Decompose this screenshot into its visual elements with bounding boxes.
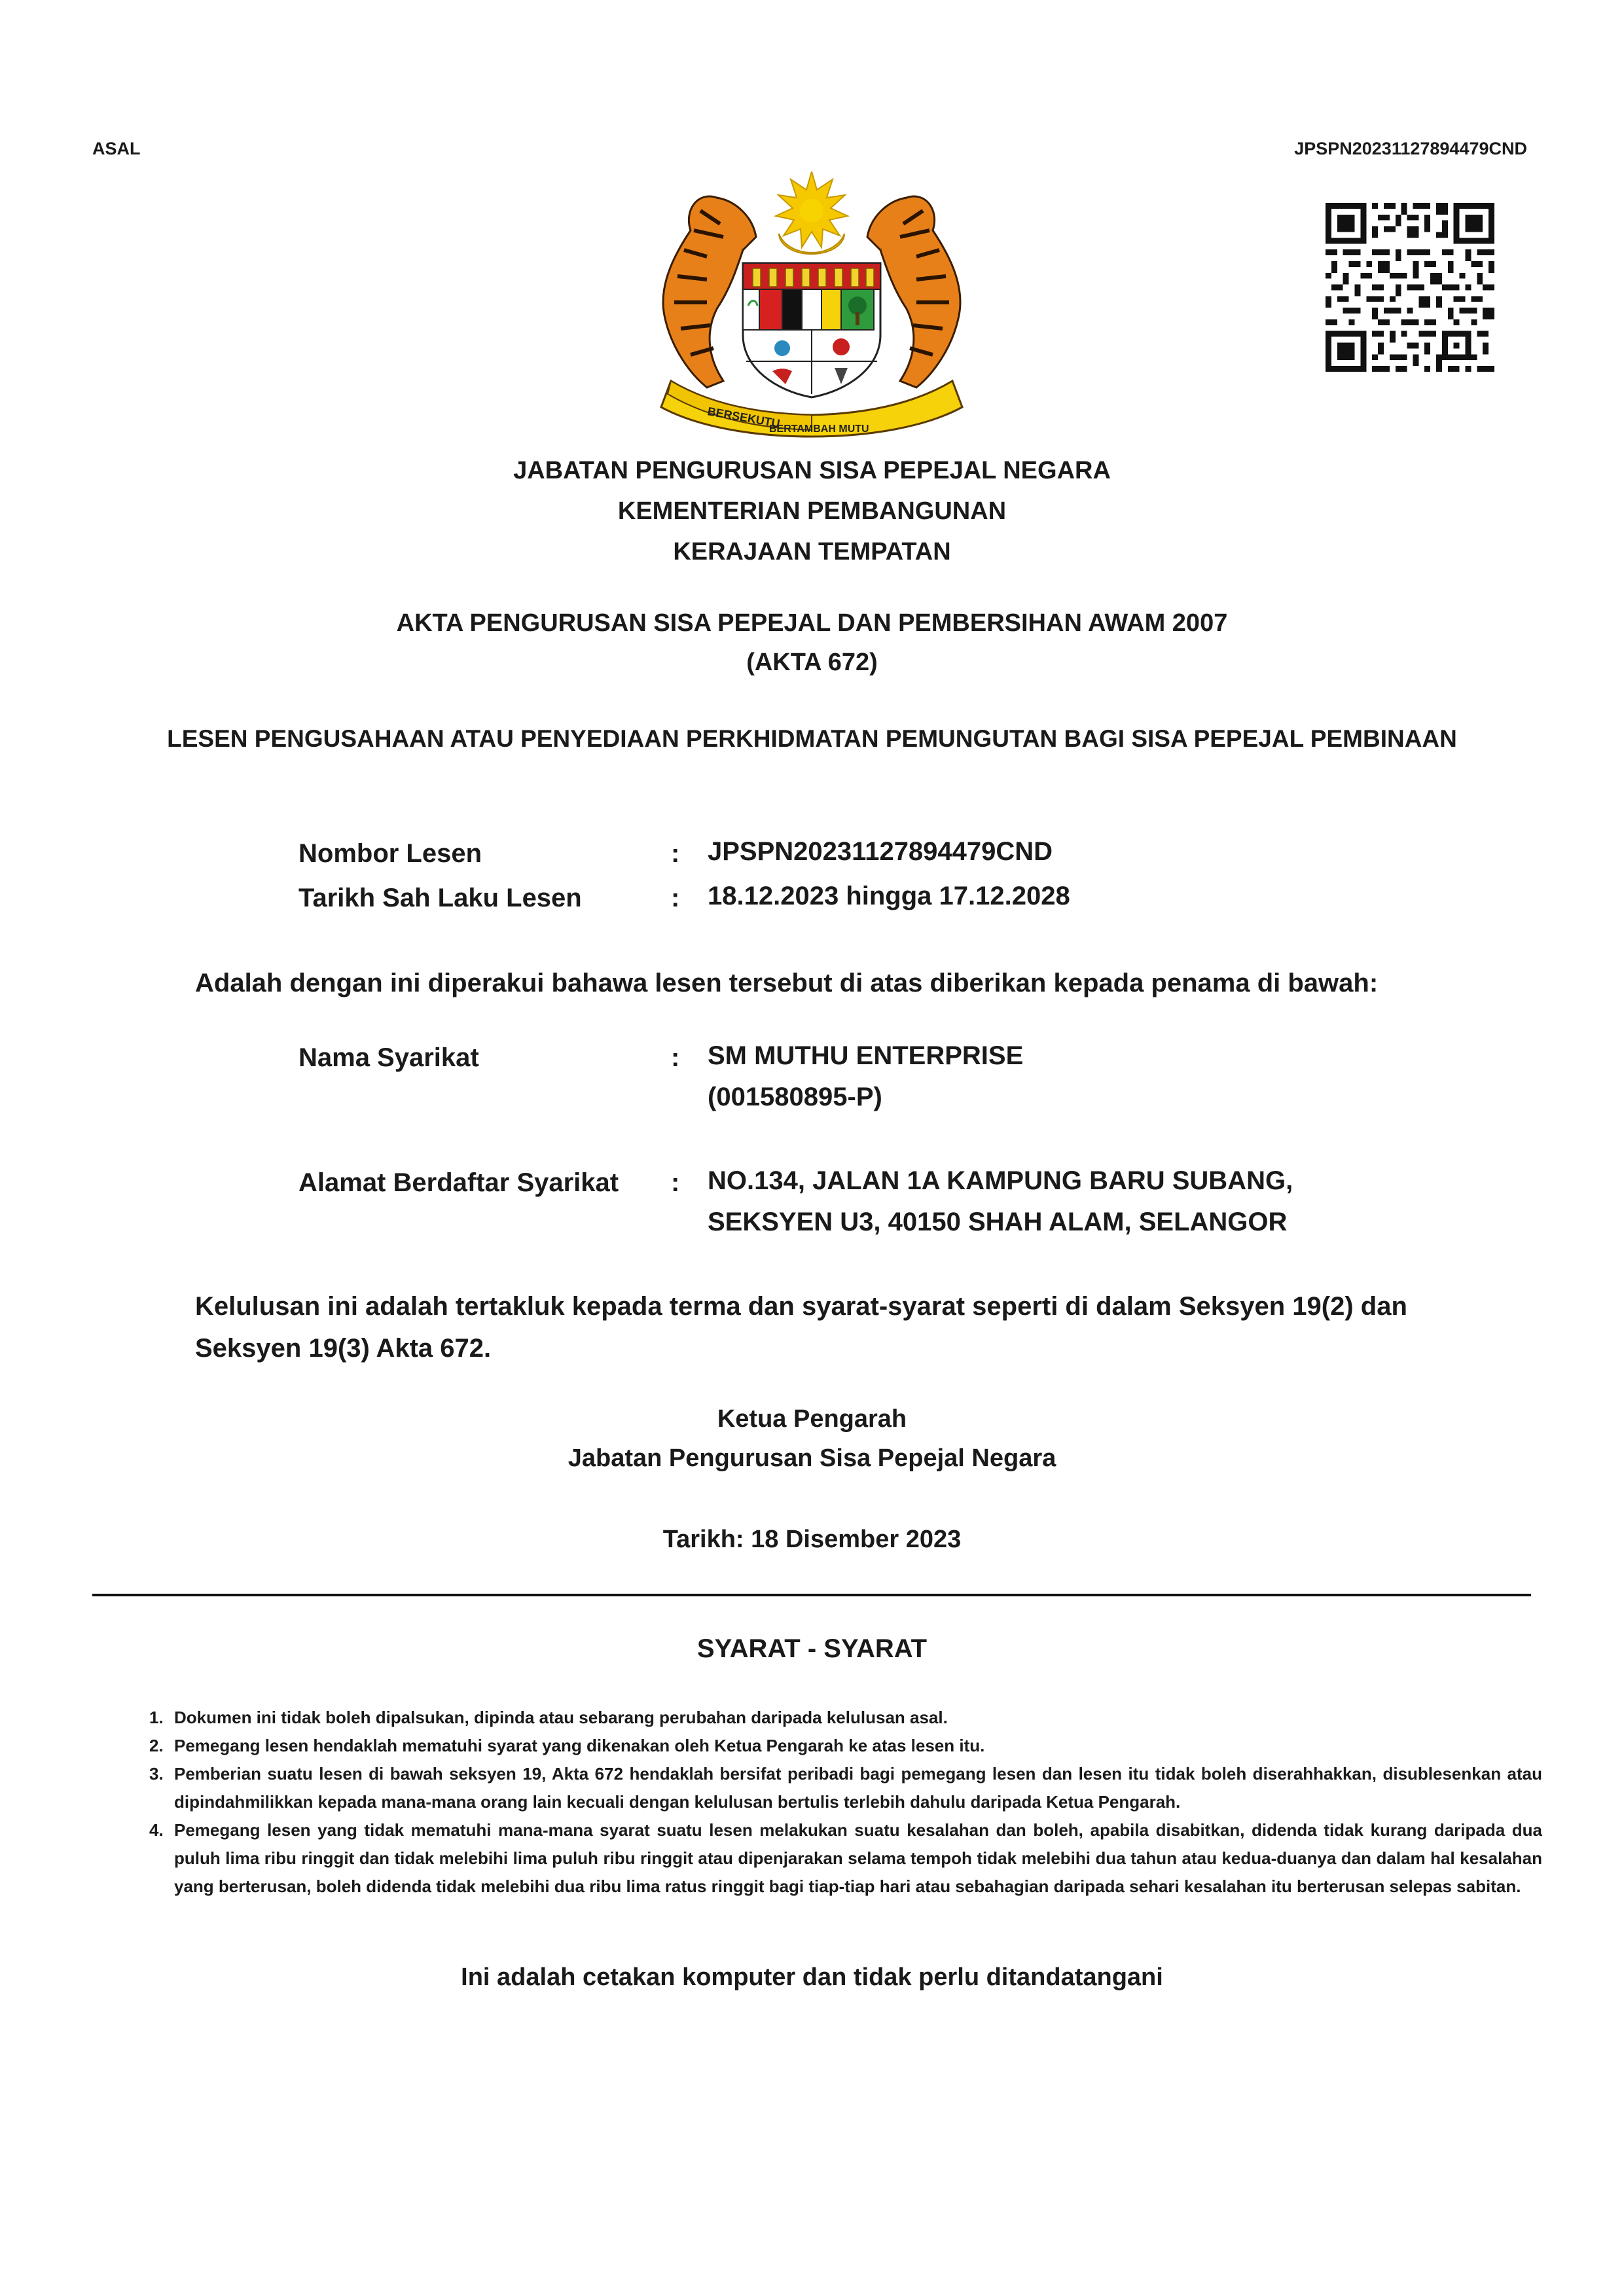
company-name-value: SM MUTHU ENTERPRISE bbox=[708, 1041, 1024, 1070]
colon: : bbox=[671, 839, 680, 868]
crest-motto-left: BERSEKUTU bbox=[706, 404, 782, 431]
terms-list bbox=[149, 1704, 1542, 1901]
agency-name: JABATAN PENGURUSAN SISA PEPEJAL NEGARA bbox=[513, 457, 1111, 484]
license-number-value: JPSPN20231127894479CND bbox=[708, 837, 1053, 866]
approval-line-1: Kelulusan ini adalah tertakluk kepada terma dan syarat-syarat seperti di dalam Seksyen 19(2) dan bbox=[195, 1292, 1407, 1321]
reference-number: JPSPN20231127894479CND bbox=[1294, 139, 1527, 158]
federal-star-icon bbox=[776, 171, 848, 247]
act-header bbox=[0, 603, 1624, 682]
ministry-name: KEMENTERIAN PEMBANGUNAN bbox=[617, 497, 1007, 525]
terms-heading: SYARAT - SYARAT bbox=[696, 1634, 928, 1663]
signatory-title: Ketua Pengarah bbox=[717, 1405, 907, 1433]
term-number: 2. bbox=[149, 1736, 164, 1755]
license-title: LESEN PENGUSAHAAN ATAU PENYEDIAAN PERKHIDMATAN PEMUNGUTAN BAGI SISA PEPEJAL PEMBINAAN bbox=[167, 725, 1457, 752]
company-name-label: Nama Syarikat bbox=[298, 1043, 479, 1072]
company-registration-number: (001580895-P) bbox=[708, 1083, 882, 1111]
ministry-name-cont: KERAJAAN TEMPATAN bbox=[673, 538, 951, 565]
license-number-label: Nombor Lesen bbox=[298, 839, 482, 868]
colon: : bbox=[671, 1043, 680, 1072]
coat-of-arms-emblem bbox=[645, 171, 979, 440]
certification-statement: Adalah dengan ini diperakui bahawa lesen tersebut di atas diberikan kepada penama di bawah: bbox=[195, 969, 1379, 997]
term-item bbox=[149, 1760, 1542, 1816]
copy-label: ASAL bbox=[92, 139, 141, 158]
colon: : bbox=[671, 1168, 680, 1197]
address-block bbox=[708, 1160, 1293, 1243]
approval-statement bbox=[195, 1285, 1439, 1369]
approval-line-2: Seksyen 19(3) Akta 672. bbox=[195, 1334, 492, 1363]
term-number: 4. bbox=[149, 1820, 164, 1840]
term-item bbox=[149, 1816, 1542, 1901]
crescent-icon bbox=[779, 234, 844, 254]
address-line-2: SEKSYEN U3, 40150 SHAH ALAM, SELANGOR bbox=[708, 1208, 1288, 1236]
address-label: Alamat Berdaftar Syarikat bbox=[298, 1168, 619, 1197]
term-item bbox=[149, 1732, 1542, 1760]
divider bbox=[92, 1594, 1531, 1596]
signatory-block bbox=[0, 1399, 1624, 1478]
agency-header bbox=[0, 450, 1624, 572]
term-text: Dokumen ini tidak boleh dipalsukan, dipinda atau sebarang perubahan daripada kelulusan asal. bbox=[174, 1708, 948, 1727]
term-text: Pemberian suatu lesen di bawah seksyen 19, Akta 672 hendaklah bersifat peribadi bagi pemegang lesen dan lesen itu tidak boleh diserahhakkan, disublesenkan atau dipindahmilikkan kepada mana-mana orang lain kecuali dengan kelulusan bertulis terlebih dahulu daripada Ketua Pengarah. bbox=[174, 1764, 1542, 1812]
term-text: Pemegang lesen yang tidak mematuhi mana-mana syarat suatu lesen melakukan suatu kesalahan dan boleh, apabila disabitkan, didenda tidak kurang daripada dua puluh lima ribu ringgit dan tidak melebihi lima puluh ribu ringgit atau dipenjarakan selama tempoh tidak melebihi dua tahun atau kedua-duanya dan dalam hal kesalahan yang berterusan, boleh didenda tidak melebihi dua ribu lima ratus ringgit bagi tiap-tiap hari atau sebahagian daripada sehari kesalahan itu berterusan selepas sabitan. bbox=[174, 1820, 1542, 1896]
shield-icon bbox=[743, 263, 880, 397]
validity-label: Tarikh Sah Laku Lesen bbox=[298, 884, 582, 912]
company-name-block bbox=[708, 1035, 1023, 1118]
issue-date: Tarikh: 18 Disember 2023 bbox=[662, 1526, 962, 1553]
signatory-department: Jabatan Pengurusan Sisa Pepejal Negara bbox=[568, 1444, 1056, 1472]
computer-generated-note: Ini adalah cetakan komputer dan tidak perlu ditandatangani bbox=[461, 1964, 1163, 1991]
term-number: 1. bbox=[149, 1708, 164, 1727]
term-number: 3. bbox=[149, 1764, 164, 1784]
act-number: (AKTA 672) bbox=[746, 649, 878, 676]
colon: : bbox=[671, 884, 680, 912]
address-line-1: NO.134, JALAN 1A KAMPUNG BARU SUBANG, bbox=[708, 1166, 1293, 1195]
crest-motto-center: BERTAMBAH MUTU bbox=[769, 423, 869, 435]
act-name: AKTA PENGURUSAN SISA PEPEJAL DAN PEMBERSIHAN AWAM 2007 bbox=[396, 609, 1228, 637]
qr-code-icon bbox=[1326, 203, 1494, 372]
term-text: Pemegang lesen hendaklah mematuhi syarat yang dikenakan oleh Ketua Pengarah ke atas lesen itu. bbox=[174, 1736, 985, 1755]
validity-value: 18.12.2023 hingga 17.12.2028 bbox=[708, 882, 1070, 910]
term-item bbox=[149, 1704, 1542, 1732]
